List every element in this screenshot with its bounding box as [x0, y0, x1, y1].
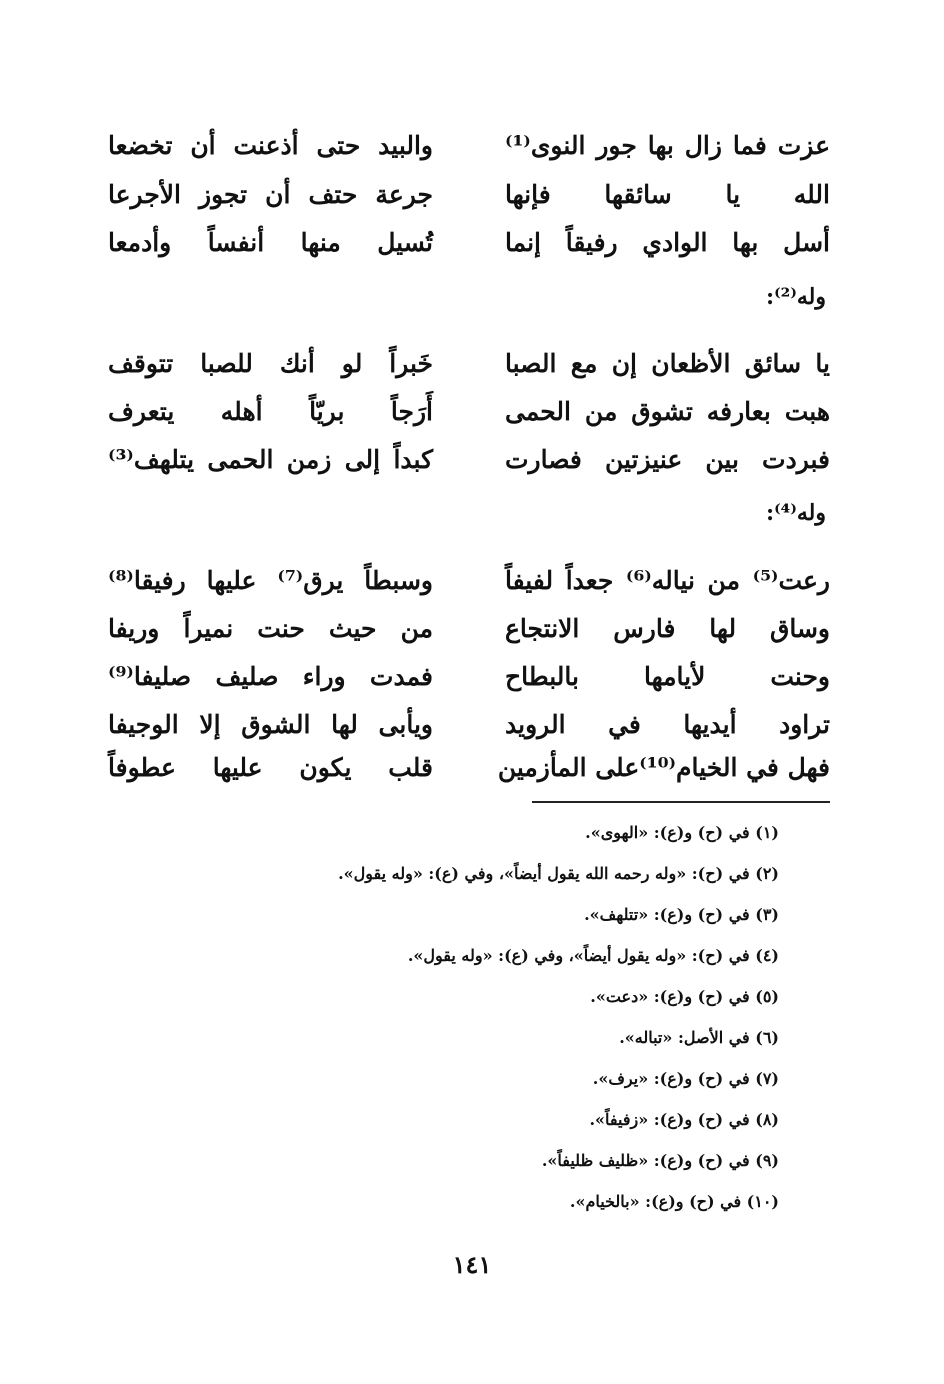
- footnote: (٨) في (ح) و(ع): «زفيفاً».: [589, 1110, 779, 1129]
- verse-line: [108, 120, 830, 170]
- first-hemistich: يا سائق الأظعان إن مع الصبا: [505, 348, 830, 378]
- poem-heading: وله⁽²⁾:: [765, 284, 826, 310]
- first-hemistich: تراود أيديها في الرويد: [505, 709, 830, 739]
- second-hemistich: جرعة حتف أن تجوز الأجرعا: [108, 179, 433, 209]
- first-hemistich: وساق لها فارس الانتجاع: [505, 613, 830, 643]
- verse-line: [108, 386, 830, 436]
- first-hemistich: فبردت بين عنيزتين فصارت: [505, 444, 830, 474]
- first-hemistich: فهل في الخيام⁽¹⁰⁾على المأزمين: [497, 752, 830, 782]
- first-hemistich: وحنت لأيامها بالبطاح: [505, 661, 830, 691]
- verse-line: [108, 603, 830, 653]
- footnote: (١) في (ح) و(ع): «الهوى».: [585, 823, 779, 842]
- poem-heading: وله⁽⁴⁾:: [765, 500, 826, 526]
- footnote: (٢) في (ح): «وله رحمه الله يقول أيضاً»، وفي (ع): «وله يقول».: [338, 864, 779, 883]
- verse-line: [108, 169, 830, 219]
- footnote: (٤) في (ح): «وله يقول أيضاً»، وفي (ع): «وله يقول».: [407, 946, 779, 965]
- first-hemistich: رعت⁽⁵⁾ من نياله⁽⁶⁾ جعداً لفيفاً: [505, 565, 830, 595]
- second-hemistich: خَبراً لو أنك للصبا تتوقف: [108, 348, 433, 378]
- verse-line: [108, 651, 830, 701]
- second-hemistich: ويأبى لها الشوق إلا الوجيفا: [108, 709, 433, 739]
- second-hemistich: من حيث حنت نميراً وريفا: [108, 613, 433, 643]
- second-hemistich: تُسيل منها أنفساً وأدمعا: [108, 227, 433, 257]
- verse-line: [108, 742, 830, 792]
- first-hemistich: أسل بها الوادي رفيقاً إنما: [505, 227, 830, 257]
- footnote: (٣) في (ح) و(ع): «تتلهف».: [584, 905, 779, 924]
- second-hemistich: والبيد حتى أذعنت أن تخضعا: [108, 130, 433, 160]
- first-hemistich: الله يا سائقها فإنها: [505, 179, 830, 209]
- second-hemistich: قلب يكون عليها عطوفاً: [108, 752, 433, 782]
- page-number: ١٤١: [452, 1250, 492, 1279]
- verse-line: [108, 555, 830, 605]
- footnote: (٦) في الأصل: «تباله».: [619, 1028, 779, 1047]
- first-hemistich: عزت فما زال بها جور النوى⁽¹⁾: [505, 130, 830, 160]
- second-hemistich: فمدت وراء صليف صليفا⁽⁹⁾: [108, 661, 433, 691]
- footnote-separator: [532, 801, 830, 803]
- footnote: (١٠) في (ح) و(ع): «بالخيام».: [569, 1192, 779, 1211]
- footnote: (٥) في (ح) و(ع): «دعت».: [590, 987, 779, 1006]
- footnote: (٩) في (ح) و(ع): «ظليف ظليفاً».: [541, 1151, 779, 1170]
- second-hemistich: وسبطاً يرق⁽⁷⁾ عليها رفيقا⁽⁸⁾: [108, 565, 433, 595]
- verse-line: [108, 217, 830, 267]
- verse-line: [108, 338, 830, 388]
- second-hemistich: أَرَجاً بريّاً أهله يتعرف: [108, 396, 433, 426]
- second-hemistich: كبداً إلى زمن الحمى يتلهف⁽³⁾: [108, 444, 433, 474]
- verse-line: [108, 434, 830, 484]
- first-hemistich: هبت بعارفه تشوق من الحمى: [505, 396, 830, 426]
- footnote: (٧) في (ح) و(ع): «يرف».: [592, 1069, 779, 1088]
